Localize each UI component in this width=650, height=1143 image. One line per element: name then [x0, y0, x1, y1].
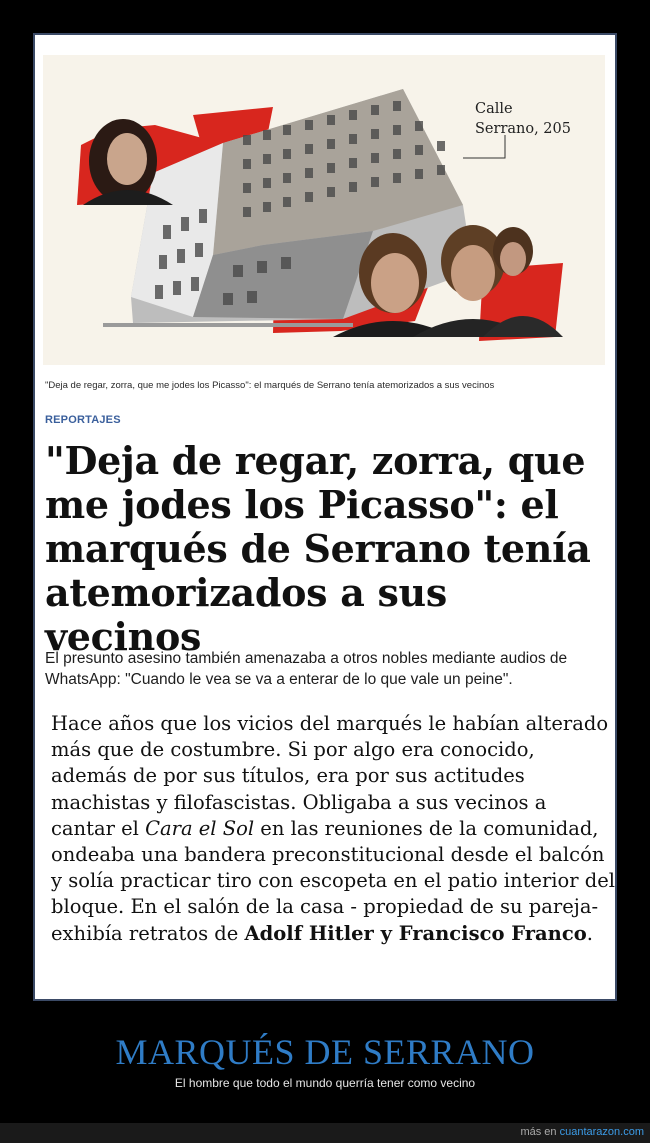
- address-label-line1: Calle: [475, 101, 513, 117]
- article-hero-image[interactable]: [43, 55, 605, 365]
- footer-prefix: más en: [520, 1126, 560, 1138]
- body-text-part2: en las reuniones de la comunidad, ondeaba una bandera preconstitucional desde el balcón y solía practicar tiro con escopeta en el patio interior del bloque. En el salón de la casa - propiedad de su pareja- exhibía retratos de: [51, 816, 616, 945]
- article-subheadline: El presunto asesino también amenazaba a otros nobles mediante audios de WhatsApp: "Cuando le vea se va a enterar de lo que vale un peine".: [45, 650, 568, 688]
- image-caption: "Deja de regar, zorra, que me jodes los Picasso": el marqués de Serrano tenía atemorizados a sus vecinos: [45, 380, 495, 391]
- meme-frame: [33, 33, 617, 1001]
- section-label[interactable]: REPORTAJES: [45, 414, 121, 426]
- body-italic-song: Cara el Sol: [145, 816, 255, 840]
- article-body: [51, 711, 616, 947]
- meme-title: MARQUÉS DE SERRANO: [115, 1032, 535, 1072]
- footer-credit: [520, 1126, 644, 1138]
- site-link[interactable]: cuantarazon.com: [559, 1126, 644, 1138]
- body-bold-names: Adolf Hitler y Francisco Franco: [244, 921, 587, 945]
- body-text-part1: Hace años que los vicios del marqués le habían alterado más que de costumbre. Si por algo era conocido, además de por sus títulos, era por sus actitudes machistas y filofascistas. Obligaba a sus vecinos a cantar el: [51, 712, 609, 840]
- footer-bar: [0, 1123, 650, 1143]
- body-text-end: .: [586, 921, 593, 945]
- meme-subtitle: El hombre que todo el mundo querría tener como vecino: [174, 1076, 476, 1090]
- collage-illustration: [43, 55, 605, 365]
- address-label-line2: Serrano, 205: [475, 121, 571, 137]
- article-excerpt: [41, 705, 617, 989]
- article-headline[interactable]: "Deja de regar, zorra, que me jodes los Picasso": el marqués de Serrano tenía atemorizados a sus vecinos: [45, 438, 591, 659]
